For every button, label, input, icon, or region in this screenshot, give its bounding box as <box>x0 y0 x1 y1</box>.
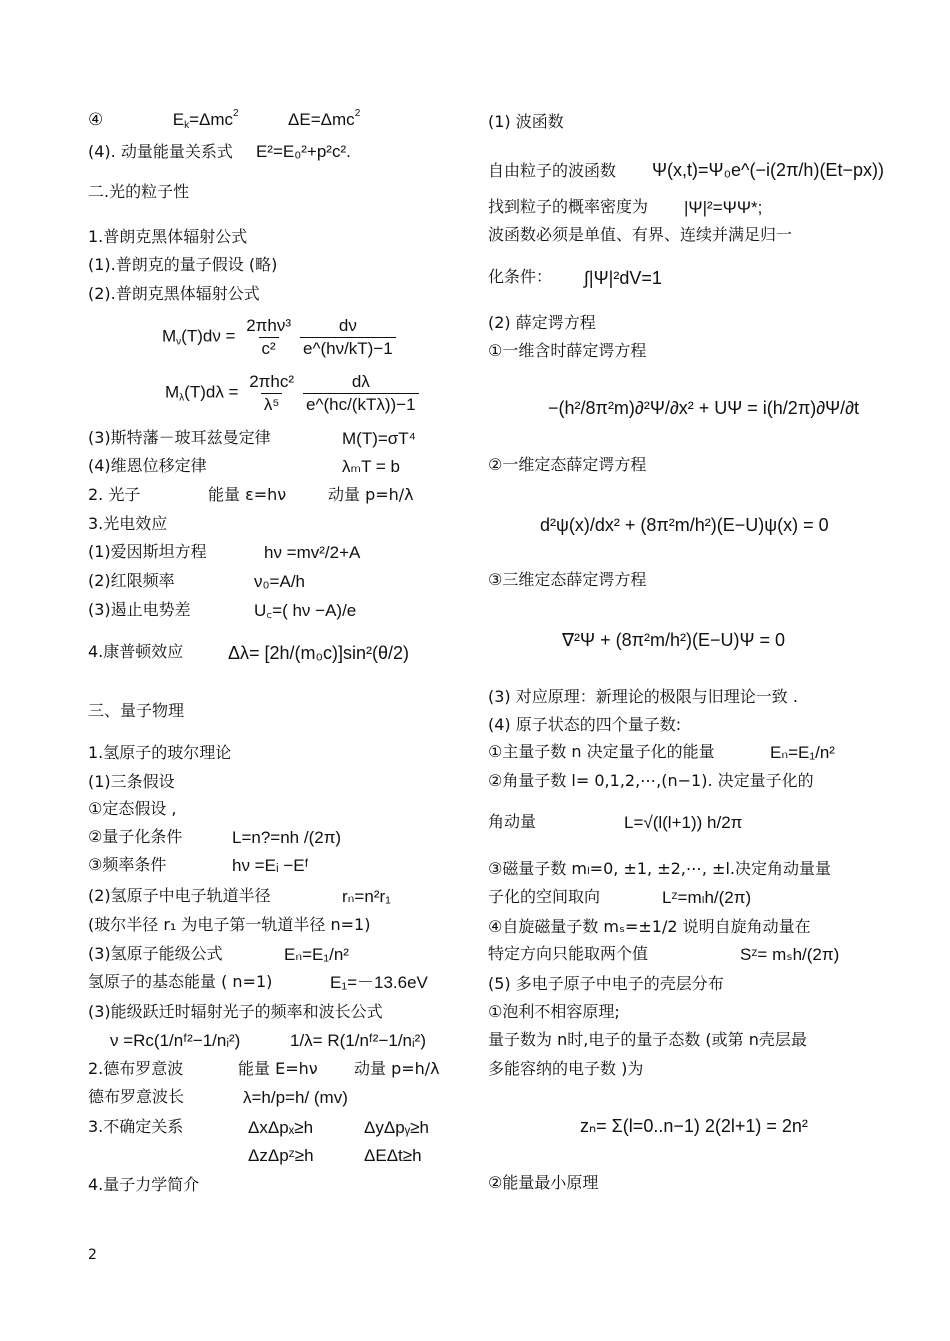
transition-heading: (3)能级跃迁时辐射光子的频率和波长公式 <box>88 1002 383 1021</box>
three-assumptions: (1)三条假设 <box>88 772 175 791</box>
de-broglie-wavelength: 德布罗意波长 λ=h/p=h/ (mv) <box>88 1087 348 1107</box>
planck-formula-heading: (2).普朗克黑体辐射公式 <box>88 284 260 303</box>
stopping-potential: (3)遏止电势差 U꜀=( hν −A)/e <box>88 600 357 620</box>
spin-direction: 特定方向只能取两个值 Sᶻ= mₛh/(2π) <box>488 944 840 964</box>
max-electrons: 多能容纳的电子数 )为 <box>488 1059 644 1078</box>
section-heading-photon: 二.光的粒子性 <box>88 182 190 201</box>
page-number: 2 <box>88 1247 97 1263</box>
shell-distribution-heading: (5) 多电子原子中电子的壳层分布 <box>488 974 724 993</box>
time-dependent-heading: ①一维含时薛定谔方程 <box>488 341 647 360</box>
quantization-condition: ②量子化条件 L=n?=nh /(2π) <box>88 827 342 847</box>
threshold-frequency: (2)红限频率 ν₀=A/h <box>88 571 305 591</box>
quantum-state-count: 量子数为 n时,电子的量子态数 (或第 n壳层最 <box>488 1030 807 1049</box>
stationary-3d-equation: ∇²Ψ + (8π²m/h²)(E−U)Ψ = 0 <box>562 630 786 650</box>
planck-wavelength-formula: $M_\lambda(T)d\lambda$ = $\frac{\text{2πhc²}}{\text{λ⁵}}$ $\frac{d\lambda}{\text{e\textasciicircum{}(hc/(kTλ))−1}}$ <box>165 372 422 414</box>
kinetic-energy-formula: $E_k=\Delta mc^2$ <box>172 108 239 131</box>
photoelectric-heading: 3.光电效应 <box>88 514 168 533</box>
quantum-numbers-heading: (4) 原子状态的四个量子数: <box>488 715 682 734</box>
quantum-mechanics-intro: 4.量子力学简介 <box>88 1175 200 1194</box>
probability-density: 找到粒子的概率密度为 |Ψ|²=ΨΨ*; <box>488 197 763 217</box>
planck-frequency-formula: $M_\nu(T)d\nu$ = $\frac{\text{2πhν³}}{\text{c²}}$ $\frac{d\nu}{e\^{}(h\nu/kT)-1}$ <box>162 316 399 358</box>
ground-state-energy: 氢原子的基态能量 ( n=1) E₁=－13.6eV <box>88 972 428 992</box>
minimum-energy-principle: ②能量最小原理 <box>488 1173 599 1192</box>
transition-formulas: ν =Rc(1/nᶠ²−1/nᵢ²) 1/λ= R(1/nᶠ²−1/nᵢ²) <box>110 1031 427 1050</box>
angular-quantum-number: ②角量子数 l= 0,1,2,⋯,(n−1). 决定量子化的 <box>488 771 814 790</box>
schrodinger-heading: (2) 薛定谔方程 <box>488 313 596 332</box>
frequency-condition: ③频率条件 hν =Eᵢ −Eᶠ <box>88 855 309 875</box>
compton-effect: 4.康普顿效应 Δλ= [2h/(m₀c)]sin²(θ/2) <box>88 642 410 663</box>
free-particle-wavefunction: 自由粒子的波函数 Ψ(x,t)=Ψ₀e^(−i(2π/h)(Et−px)) <box>488 160 884 180</box>
angular-momentum: 角动量 L=√(l(l+1)) h/2π <box>488 812 743 832</box>
principal-quantum-number: ①主量子数 n 决定量子化的能量 Eₙ=E₁/n² <box>488 742 835 762</box>
item-marker: ④ <box>88 110 104 129</box>
bohr-radius-note: (玻尔半径 r₁ 为电子第一轨道半径 n=1) <box>88 915 371 934</box>
bohr-theory-heading: 1.氢原子的玻尔理论 <box>88 743 232 762</box>
stefan-boltzmann-law: (3)斯特藩－玻耳兹曼定律 M(T)=σT⁴ <box>88 428 416 448</box>
uncertainty-relation: 3.不确定关系 ΔxΔpₓ≥h ΔyΔpᵧ≥h <box>88 1117 429 1137</box>
wave-function-heading: (1) 波函数 <box>488 112 564 131</box>
formula-mass-energy <box>88 110 360 130</box>
spin-quantum-number: ④自旋磁量子数 mₛ=±1/2 说明自旋角动量在 <box>488 917 811 936</box>
section-heading-quantum: 三、量子物理 <box>88 701 185 720</box>
orbit-radius: (2)氢原子中电子轨道半径 rₙ=n²r₁ <box>88 886 391 906</box>
stationary-3d-heading: ③三维定态薛定谔方程 <box>488 570 647 589</box>
momentum-energy-relation: (4). 动量能量关系式 E²=E₀²+p²c². <box>88 142 351 161</box>
planck-heading: 1.普朗克黑体辐射公式 <box>88 227 248 246</box>
energy-level-formula: (3)氢原子能级公式 Eₙ=E₁/n² <box>88 944 349 964</box>
planck-hypothesis: (1).普朗克的量子假设 (略) <box>88 255 278 274</box>
spatial-orientation: 子化的空间取向 Lᶻ=mₗh/(2π) <box>488 887 752 907</box>
delta-energy-formula: ΔE=Δmc$^2$ <box>288 108 361 129</box>
magnetic-quantum-number: ③磁量子数 mₗ=0, ±1, ±2,⋯, ±l.决定角动量量 <box>488 859 831 878</box>
einstein-equation: (1)爱因斯坦方程 hν =mv²/2+A <box>88 542 361 562</box>
photon-line: 2. 光子 能量 ε=hν 动量 p=h/λ <box>88 485 414 504</box>
stationary-1d-equation: d²ψ(x)/dx² + (8π²m/h²)(E−U)ψ(x) = 0 <box>540 515 829 535</box>
wavefunction-conditions: 波函数必须是单值、有界、连续并满足归一 <box>488 225 793 244</box>
wien-law: (4)维恩位移定律 λₘT = b <box>88 456 400 476</box>
pauli-principle: ①泡利不相容原理; <box>488 1002 620 1021</box>
stationary-state: ①定态假设 , <box>88 799 177 818</box>
shell-capacity-formula: zₙ= Σ(l=0..n−1) 2(2l+1) = 2n² <box>580 1116 808 1136</box>
time-dependent-equation: −(h²/8π²m)∂²Ψ/∂x² + UΨ = i(h/2π)∂Ψ/∂t <box>548 398 860 418</box>
normalization-condition: 化条件： ∫|Ψ|²dV=1 <box>488 267 662 288</box>
stationary-1d-heading: ②一维定态薛定谔方程 <box>488 455 647 474</box>
de-broglie-line: 2.德布罗意波 能量 E=hν 动量 p=h/λ <box>88 1059 440 1078</box>
correspondence-principle: (3) 对应原理：新理论的极限与旧理论一致 . <box>488 687 798 706</box>
uncertainty-relation-2: ΔzΔpᶻ≥h ΔEΔt≥h <box>248 1146 422 1165</box>
